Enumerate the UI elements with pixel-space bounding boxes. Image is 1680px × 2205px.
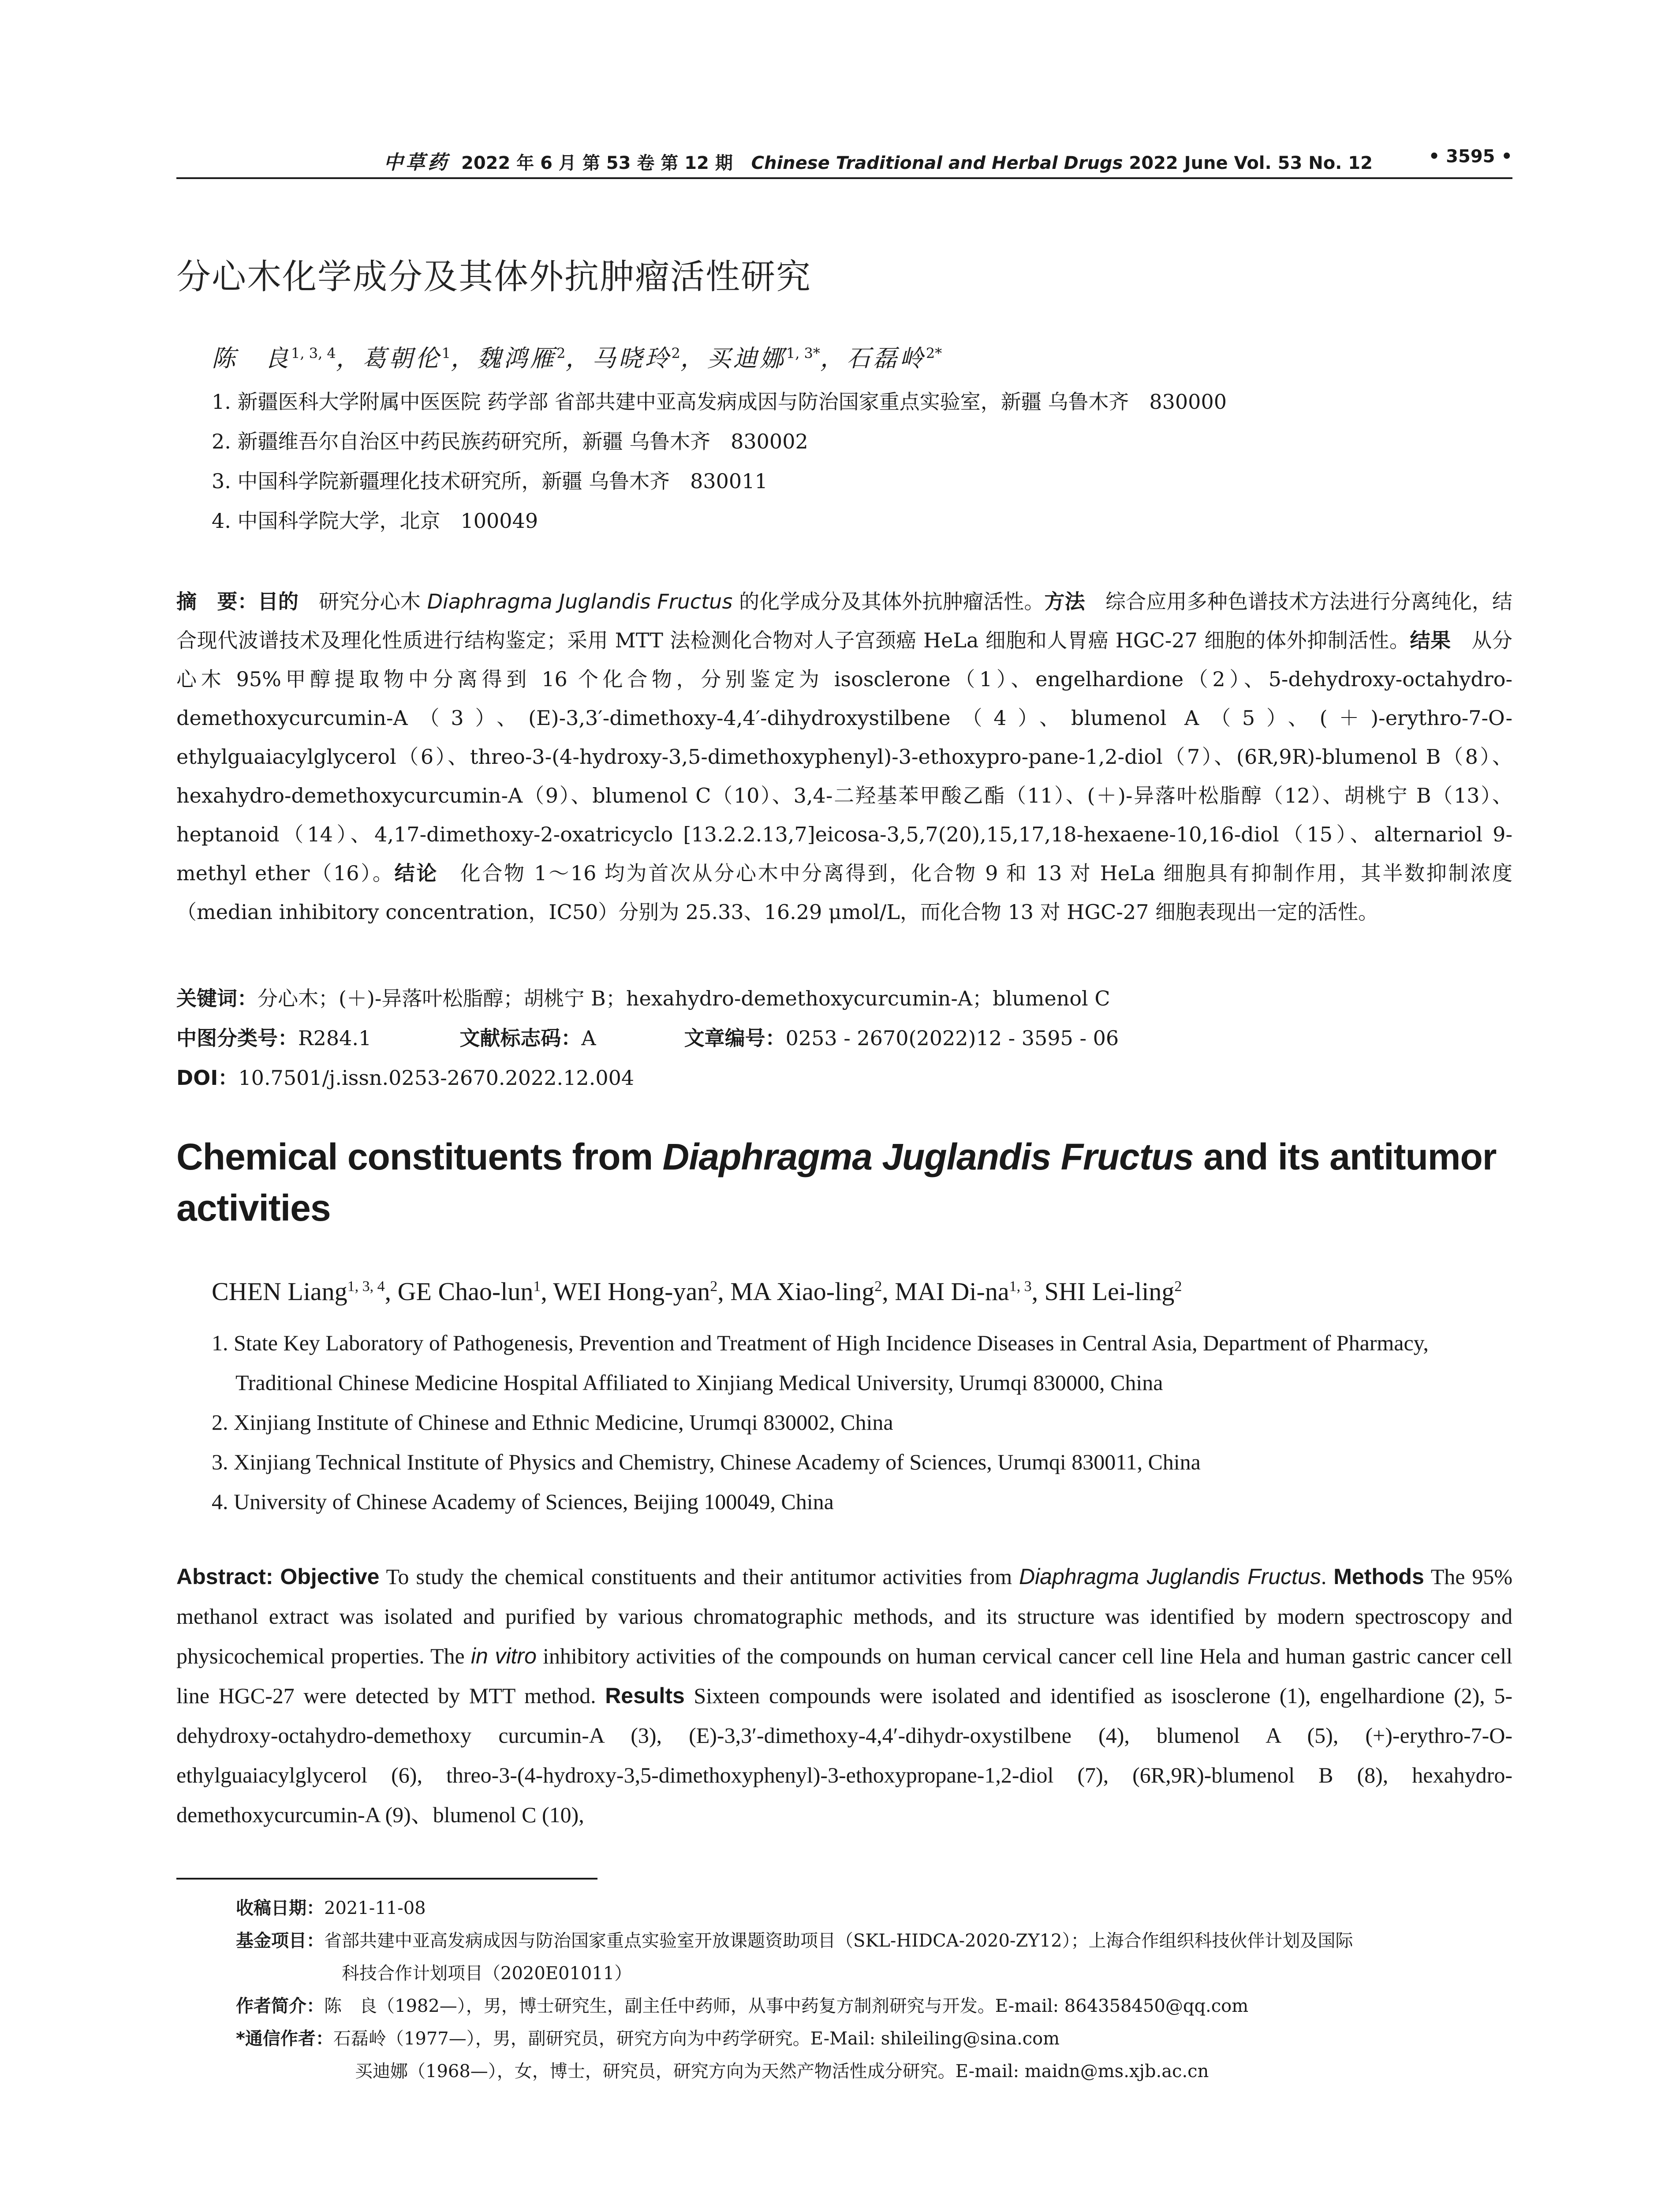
author-aff-sup: 2 (710, 1278, 718, 1295)
author-cn: 石磊岭 (846, 344, 926, 372)
corresponding-value-2: 买迪娜（1968—），女，博士，研究员，研究方向为天然产物活性成分研究。E-mail: maidn@ms.xjb.ac.cn (355, 2061, 1209, 2082)
species-name-en: Diaphragma Juglandis Fructus (1019, 1564, 1321, 1589)
methods-label-cn: 方法 (1044, 590, 1085, 613)
affiliation-en: 1. State Key Laboratory of Pathogenesis, Prevention and Treatment of High Incidence Diseases in Central Asia, Department of Pharmacy, Traditional Chinese Medicine Hospital Affiliated to Xinjiang Medical University, Urumqi 830000, China (212, 1330, 1429, 1395)
keywords-cn (176, 983, 1110, 1012)
title-en-species: Diaphragma Juglandis Fructus (662, 1136, 1194, 1177)
author-aff-sup: 2* (926, 345, 942, 362)
abstract-en (176, 1557, 1512, 1835)
fund-label: 基金项目： (236, 1931, 324, 1951)
clc-label: 中图分类号： (176, 1026, 298, 1050)
abstract-label-en: Abstract: (176, 1564, 273, 1589)
author-aff-sup: 2 (1174, 1278, 1182, 1295)
footnote-corresponding (236, 2022, 1512, 2055)
objective-label-cn: 目的 (258, 590, 299, 613)
author-cn: 陈 良 (212, 344, 291, 372)
article-no-label: 文章编号： (684, 1026, 786, 1050)
received-value: 2021-11-08 (324, 1898, 426, 1918)
author-aff-sup: 1, 3 (1009, 1278, 1032, 1295)
title-cn: 分心木化学成分及其体外抗肿瘤活性研究 (176, 257, 812, 297)
methods-text-en: The 95% methanol extract was isolated and purified by various chromatographic methods, and its structure was identified by modern spectroscopy and physicochemical properties. The (176, 1564, 1513, 1668)
author-aff-sup: 1 (533, 1278, 541, 1295)
species-name-cn: Diaphragma Juglandis Fructus (427, 590, 733, 613)
in-vitro-text: in vitro (470, 1644, 537, 1668)
issue-en: 2022 June Vol. 53 No. 12 (1129, 153, 1373, 173)
fund-value-continued: 科技合作计划项目（2020E01011） (342, 1963, 632, 1984)
affiliation-en: 3. Xinjiang Technical Institute of Physics and Chemistry, Chinese Academy of Sciences, Urumqi 830011, China (212, 1450, 1201, 1474)
doc-code-value: A (581, 1026, 596, 1050)
corresponding-label: *通信作者： (236, 2029, 333, 2049)
running-header (176, 142, 1512, 179)
methods-text-en-b: inhibitory activities of the compounds on human cervical cancer cell line Hela and human gastric cancer cell line HGC-27 were detected by MTT method. (176, 1644, 1512, 1708)
corresponding-value: 石磊岭（1977—），男，副研究员，研究方向为中药学研究。E-Mail: shileiling@sina.com (333, 2029, 1060, 2049)
author-aff-sup: 1 (441, 345, 451, 362)
affiliation-cn: 4. 中国科学院大学，北京 100049 (212, 509, 538, 533)
author-aff-sup: 1, 3, 4 (291, 345, 336, 362)
objective-text-en-b: . (1321, 1564, 1327, 1589)
title-en-b: and its antitumor activities (176, 1136, 1497, 1229)
author-en: GE Chao-lun (397, 1277, 534, 1306)
author-en: WEI Hong-yan (553, 1277, 710, 1306)
methods-text-cn: 综合应用多种色谱技术方法进行分离纯化，结合现代波谱技术及理化性质进行结构鉴定；采用 MTT 法检测化合物对人子宫颈癌 HeLa 细胞和人胃癌 HGC-27 细胞的体外抑制活性。 (176, 590, 1513, 652)
author-aff-sup: 2 (874, 1278, 882, 1295)
results-text-en: Sixteen compounds were isolated and identified as isosclerone (1), engelhardione (2), 5-dehydroxy-octahydro-demethoxy curcumin-A (3), (E)-3,3′-dimethoxy-4,4′-dihydr-oxystilbene (4), blumenol A (5), (+)-erythro-7-O-ethylguaiacylglycerol (6), threo-3-(4-hydroxy-3,5-dimethoxyphenyl)-3-ethoxypropane-1,2-diol (7), (6R,9R)-blumenol B (8), hexahydro-demethoxycurcumin-A (9)、blumenol C (10), (176, 1683, 1512, 1827)
author-cn: 魏鸿雁 (477, 344, 557, 372)
footnotes (236, 1892, 1512, 2088)
author-aff-sup: 1, 3* (786, 345, 820, 362)
affiliation-en: 4. University of Chinese Academy of Sciences, Beijing 100049, China (212, 1489, 834, 1514)
author-cn: 马晓玲 (592, 344, 672, 372)
author-en: MA Xiao-ling (730, 1277, 875, 1306)
affiliation-cn: 1. 新疆医科大学附属中医医院 药学部 省部共建中亚高发病成因与防治国家重点实验室，新疆 乌鲁木齐 830000 (212, 390, 1227, 414)
author-aff-sup: 2 (671, 345, 680, 362)
received-label: 收稿日期： (236, 1898, 324, 1918)
keywords-label: 关键词： (176, 987, 258, 1010)
keywords-text: 分心木；(＋)-异落叶松脂醇；胡桃宁 B；hexahydro-demethoxycurcumin-A；blumenol C (258, 987, 1110, 1010)
doc-code-label: 文献标志码： (459, 1026, 582, 1050)
author-en: SHI Lei-ling (1044, 1277, 1175, 1306)
title-en-a: Chemical constituents from (176, 1136, 663, 1177)
doi-value[interactable]: 10.7501/j.issn.0253-2670.2022.12.004 (238, 1066, 635, 1090)
affiliation-cn: 3. 中国科学院新疆理化技术研究所，新疆 乌鲁木齐 830011 (212, 469, 768, 493)
conclusion-text-cn: 化合物 1～16 均为首次从分心木中分离得到，化合物 9 和 13 对 HeLa 细胞具有抑制作用，其半数抑制浓度（median inhibitory concentration，IC50）分别为 25.33、16.29 μmol/L，而化合物 13 对 HGC-27 细胞表现出一定的活性。 (176, 861, 1513, 924)
author-cn: 葛朝伦 (362, 344, 442, 372)
journal-issue-line (384, 146, 1373, 175)
journal-name-en: Chinese Traditional and Herbal Drugs (751, 153, 1123, 173)
page-number: • 3595 • (1428, 146, 1512, 167)
author-aff-sup: 2 (556, 345, 566, 362)
clc-value: R284.1 (298, 1026, 372, 1050)
doi-label: DOI： (176, 1066, 239, 1090)
doi-line (176, 1062, 634, 1091)
objective-text-cn: 研究分心木 (298, 590, 427, 613)
objective-text-cn-b: 的化学成分及其体外抗肿瘤活性。 (732, 590, 1045, 613)
objective-text-en: To study the chemical constituents and their antitumor activities from (379, 1564, 1019, 1589)
author-en: CHEN Liang (212, 1277, 347, 1306)
author-bio-label: 作者简介： (236, 1996, 324, 2016)
author-en: MAI Di-na (895, 1277, 1009, 1306)
article-no-value: 0253 - 2670(2022)12 - 3595 - 06 (785, 1026, 1119, 1050)
methods-label-en: Methods (1333, 1564, 1424, 1589)
footnote-author (236, 1990, 1512, 2022)
title-en (176, 1131, 1512, 1233)
abstract-cn (176, 582, 1512, 931)
footnote-received (236, 1892, 1512, 1925)
authors-cn: 陈 良$^{1, 3, 4}$，葛朝伦$^1$，魏鸿雁$^2$，马晓玲$^2$，买迪娜$^{1, 3*}$，石磊岭$^{2*}$ (212, 344, 942, 372)
footnote-fund (236, 1925, 1512, 1957)
author-aff-sup: 1, 3, 4 (347, 1278, 385, 1295)
issue-cn: 2022 年 6 月 第 53 卷 第 12 期 (461, 153, 733, 173)
results-label-en: Results (605, 1683, 685, 1708)
conclusion-label-cn: 结论 (394, 861, 439, 885)
classification-line (176, 1022, 1119, 1051)
author-cn: 买迪娜 (706, 344, 786, 372)
journal-name-cn: 中草药 (384, 151, 450, 174)
affiliations-en (212, 1323, 1512, 1521)
affiliation-en: 2. Xinjiang Institute of Chinese and Ethnic Medicine, Urumqi 830002, China (212, 1410, 893, 1435)
abstract-label-cn: 摘 要： (176, 590, 258, 613)
footnote-rule (176, 1878, 597, 1880)
author-bio-value: 陈 良（1982—），男，博士研究生，副主任中药师，从事中药复方制剂研究与开发。E-mail: 864358450@qq.com (324, 1996, 1249, 2016)
objective-label-en: Objective (280, 1564, 380, 1589)
affiliation-cn: 2. 新疆维吾尔自治区中药民族药研究所，新疆 乌鲁木齐 830002 (212, 430, 808, 453)
authors-en: CHEN Liang$^{1, 3, 4}$, GE Chao-lun$^1$, WEI Hong-yan$^2$, MA Xiao-ling$^2$, MAI Di-na$^{1, 3}$, SHI Lei-ling$^2$ (212, 1277, 1182, 1306)
results-text-cn: 从分心木 95%甲醇提取物中分离得到 16 个化合物，分别鉴定为 isosclerone（1）、engelhardione（2）、5-dehydroxy-octahydro-demethoxycurcumin-A（3）、(E)-3,3′-dimethoxy-4,4′-dihydroxystilbene（4）、blumenol A（5）、(＋)-erythro-7-O-ethylguaiacylglycerol（6）、threo-3-(4-hydroxy-3,5-dimethoxyphenyl)-3-ethoxypro-pane-1,2-diol（7）、(6R,9R)-blumenol B（8）、hexahydro-demethoxycurcumin-A（9）、blumenol C（10）、3,4-二羟基苯甲酸乙酯（11）、(＋)-异落叶松脂醇（12）、胡桃宁 B（13）、heptanoid（14）、4,17-dimethoxy-2-oxatricyclo [13.2.2.13,7]eicosa-3,5,7(20),15,17,18-hexaene-10,16-diol（15）、alternariol 9-methyl ether（16）。 (176, 628, 1513, 885)
fund-value: 省部共建中亚高发病成因与防治国家重点实验室开放课题资助项目（SKL-HIDCA-2020-ZY12）；上海合作组织科技伙伴计划及国际 (324, 1931, 1353, 1951)
results-label-cn: 结果 (1410, 628, 1451, 652)
